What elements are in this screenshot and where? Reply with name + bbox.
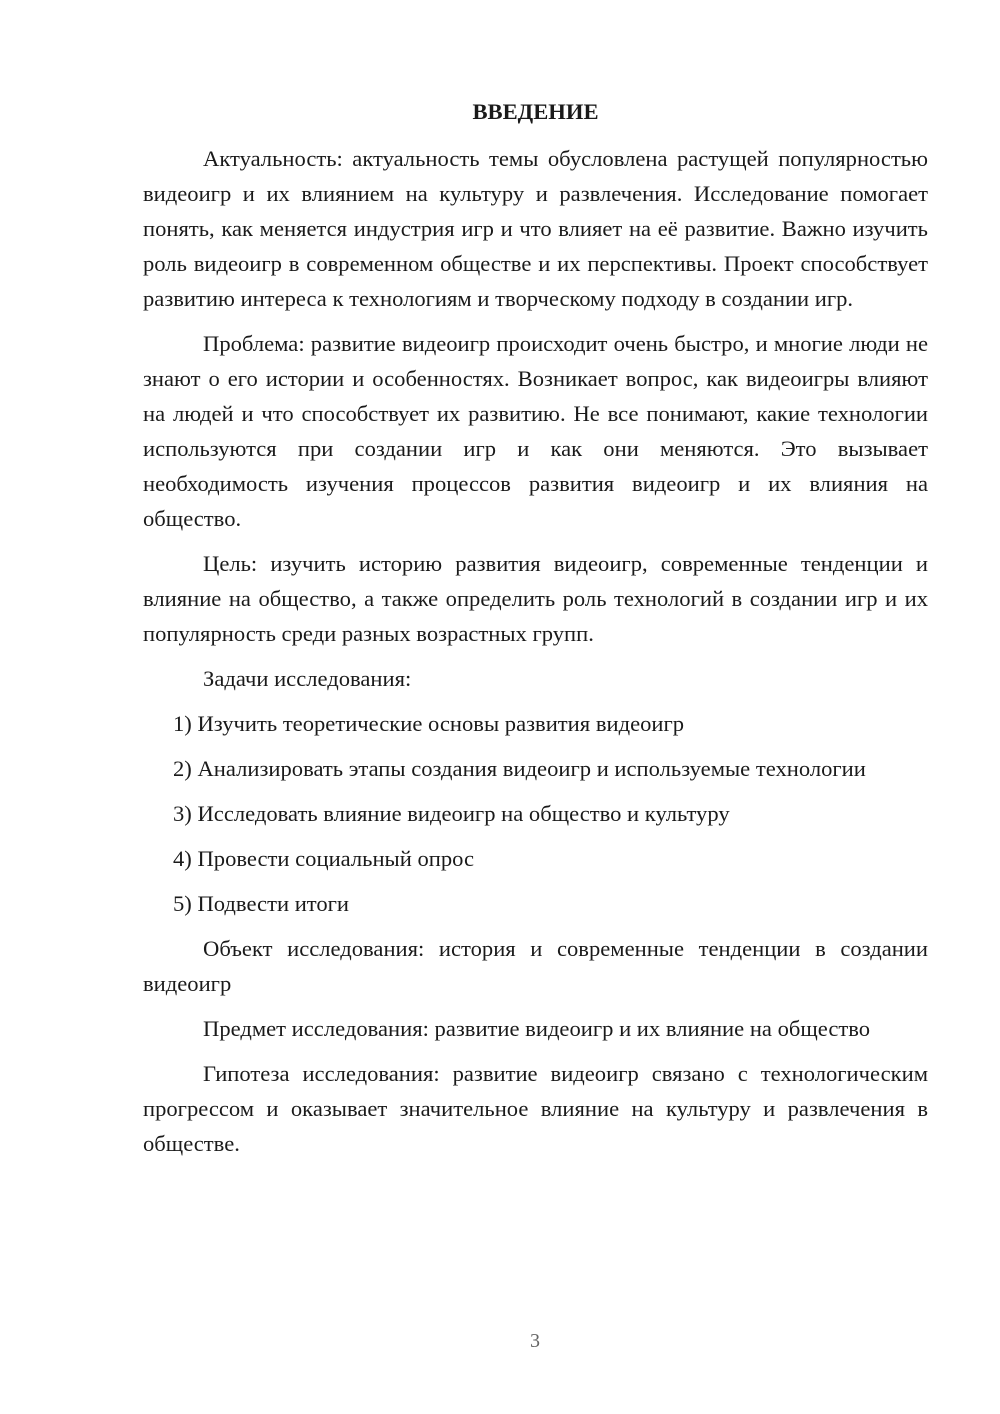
task-item-4: 4) Провести социальный опрос [173, 846, 475, 871]
tasks-heading: Задачи исследования: [203, 666, 412, 691]
paragraph-problem: Проблема: развитие видеоигр происходит очень быстро, и многие люди не знают о его истории и особенностях. Возникает вопрос, как видеоигры влияют на людей и что способствует их развитию. Не все понимают, какие технологии используются при создании игр и как они меняются. Это вызывает необходимость изучения процессов развития видеоигр и их влияния на общество. [143, 331, 928, 531]
task-item-2: 2) Анализировать этапы создания видеоигр и используемые технологии [173, 756, 866, 781]
page-number: 3 [530, 1330, 540, 1352]
task-item-1: 1) Изучить теоретические основы развития видеоигр [173, 711, 685, 736]
paragraph-goal: Цель: изучить историю развития видеоигр, современные тенденции и влияние на общество, а также определить роль технологий в создании игр и их популярность среди разных возрастных групп. [143, 551, 928, 646]
paragraph-relevance: Актуальность: актуальность темы обусловлена растущей популярностью видеоигр и их влиянием на культуру и развлечения. Исследование помогает понять, как меняется индустрия игр и что влияет на её развитие. Важно изучить роль видеоигр в современном обществе и их перспективы. Проект способствует развитию интереса к технологиям и творческому подходу в создании игр. [143, 146, 928, 311]
document-body [143, 94, 928, 1171]
section-title: ВВЕДЕНИЕ [472, 99, 599, 124]
task-item-3: 3) Исследовать влияние видеоигр на общество и культуру [173, 801, 730, 826]
paragraph-subject: Предмет исследования: развитие видеоигр и их влияние на общество [203, 1016, 871, 1041]
task-item-5: 5) Подвести итоги [173, 891, 350, 916]
paragraph-object: Объект исследования: история и современные тенденции в создании видеоигр [143, 936, 928, 996]
paragraph-hypothesis: Гипотеза исследования: развитие видеоигр связано с технологическим прогрессом и оказывает значительное влияние на культуру и развлечения в обществе. [143, 1061, 928, 1156]
